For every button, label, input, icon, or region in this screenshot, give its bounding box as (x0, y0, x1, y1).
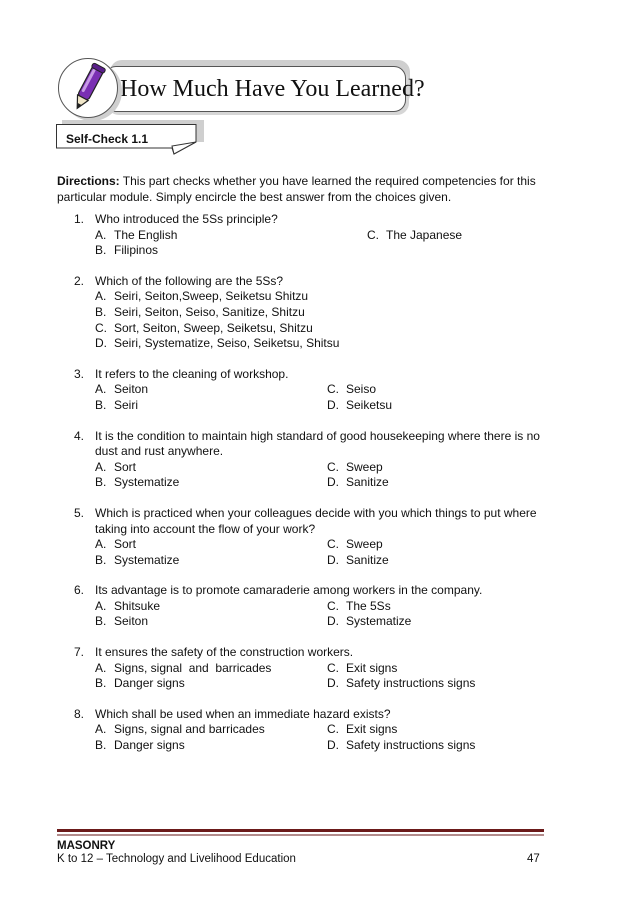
option-a[interactable]: A. Shitsuke (95, 598, 161, 613)
question-3 (57, 367, 557, 414)
option-c[interactable]: C. Sweep (327, 459, 383, 474)
option-d[interactable]: D. Sanitize (327, 475, 389, 490)
option-a[interactable]: A. Signs, signal and barricades (95, 722, 265, 737)
self-check-title: Self-Check 1.1 (66, 132, 149, 146)
option-c[interactable]: C. Exit signs (327, 722, 398, 737)
question-stem: Which is practiced when your colleagues decide with you which things to put where taking into account the flow of your work? (95, 505, 537, 536)
page-title: How Much Have You Learned? (120, 76, 425, 102)
footer-rule (57, 829, 544, 832)
question-options (95, 289, 557, 351)
option-d[interactable]: D. Systematize (327, 614, 412, 629)
question-stem: It is the condition to maintain high standard of good housekeeping where there is no dust and rust anywhere. (95, 428, 540, 459)
question-number: 1. (74, 212, 85, 226)
option-b[interactable]: B. Seiri, Seiton, Seiso, Sanitize, Shitzu (95, 304, 305, 319)
option-b[interactable]: B. Danger signs (95, 676, 185, 691)
option-d[interactable]: D. Safety instructions signs (327, 738, 476, 753)
option-b[interactable]: B. Danger signs (95, 738, 185, 753)
option-d[interactable]: D. Safety instructions signs (327, 676, 476, 691)
option-a[interactable]: A. Signs, signal and barricades (95, 660, 272, 675)
footer-rule-secondary (57, 834, 544, 836)
question-stem: It ensures the safety of the construction workers. (95, 645, 354, 660)
question-5 (57, 506, 557, 568)
option-a[interactable]: A. Seiri, Seiton,Sweep, Seiketsu Shitzu (95, 289, 309, 304)
question-options (95, 228, 557, 259)
option-d[interactable]: D. Sanitize (327, 552, 389, 567)
option-d[interactable]: D. Seiri, Systematize, Seiso, Seiketsu, Shitsu (95, 336, 340, 351)
question-number: 2. (74, 273, 85, 288)
option-c[interactable]: C. Exit signs (327, 660, 398, 675)
option-d[interactable]: D. Seiketsu (327, 397, 393, 412)
question-stem: Which shall be used when an immediate hazard exists? (95, 706, 391, 721)
question-number: 6. (74, 583, 85, 598)
question-4 (57, 429, 557, 491)
question-options (95, 537, 557, 568)
option-a[interactable]: A. Seiton (95, 382, 149, 397)
question-stem: Which of the following are the 5Ss? (95, 273, 284, 288)
self-check-label (56, 124, 206, 160)
directions-label: Directions: (57, 174, 120, 188)
question-options (95, 722, 557, 753)
option-c[interactable]: C. The Japanese (367, 227, 463, 242)
option-c[interactable]: C. Sweep (327, 537, 383, 552)
question-options (95, 460, 557, 491)
option-c[interactable]: C. Sort, Seiton, Sweep, Seiketsu, Shitzu (95, 320, 313, 335)
pen-icon (58, 58, 118, 118)
question-8 (57, 707, 557, 754)
option-c[interactable]: C. The 5Ss (327, 598, 391, 613)
question-7 (57, 645, 557, 692)
question-number: 5. (74, 505, 85, 520)
question-options (95, 382, 557, 413)
question-6 (57, 583, 557, 630)
option-b[interactable]: B. Systematize (95, 552, 180, 567)
option-c[interactable]: C. Seiso (327, 382, 377, 397)
option-a[interactable]: A. Sort (95, 459, 137, 474)
question-options (95, 599, 557, 630)
question-stem: Its advantage is to promote camaraderie among workers in the company. (95, 583, 483, 598)
question-number: 3. (74, 366, 85, 381)
footer-subtitle: K to 12 – Technology and Livelihood Education (57, 853, 296, 865)
question-options (95, 661, 557, 692)
directions-text: This part checks whether you have learned the required competencies for this particular module. Simply encircle the best answer from the choices given. (57, 174, 536, 204)
page-number: 47 (527, 853, 540, 865)
option-b[interactable]: B. Seiri (95, 397, 139, 412)
question-number: 7. (74, 645, 85, 660)
option-a[interactable]: A. The English (95, 227, 178, 242)
question-list (57, 212, 557, 754)
question-2 (57, 274, 557, 352)
question-1 (57, 212, 557, 259)
question-stem: Who introduced the 5Ss principle? (95, 212, 278, 226)
option-a[interactable]: A. Sort (95, 537, 137, 552)
option-b[interactable]: B. Seiton (95, 614, 149, 629)
question-stem: It refers to the cleaning of workshop. (95, 366, 289, 381)
footer-course: MASONRY (57, 840, 116, 852)
question-number: 8. (74, 706, 85, 721)
directions (57, 173, 557, 205)
module-title-banner (56, 58, 425, 122)
option-b[interactable]: B. Filipinos (95, 243, 159, 258)
option-b[interactable]: B. Systematize (95, 475, 180, 490)
question-number: 4. (74, 428, 85, 443)
